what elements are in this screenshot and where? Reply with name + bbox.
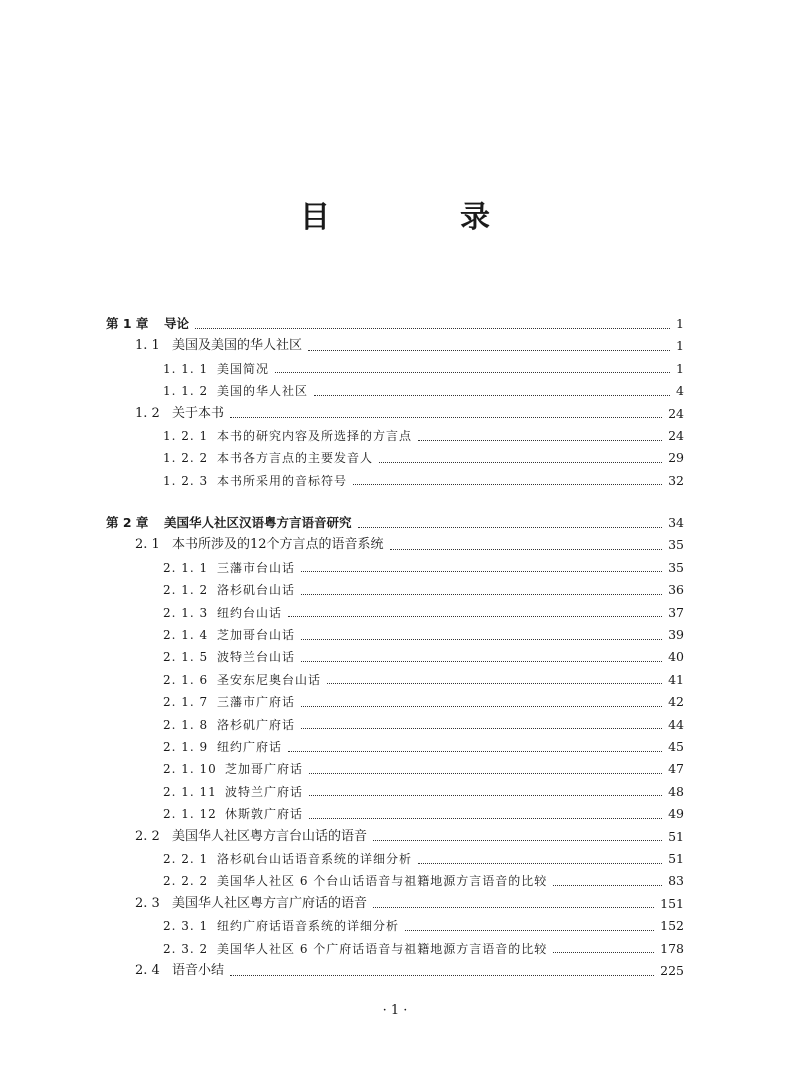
toc-entry-page: 1 [676, 338, 684, 354]
toc-entry-page: 47 [668, 761, 684, 777]
toc-entry-label: 三藩市广府话 [217, 695, 296, 710]
toc-entry-label: 纽约广府话 [217, 740, 283, 754]
toc-entry[interactable] [163, 646, 684, 668]
toc-entry-label: 芝加哥台山话 [217, 628, 296, 642]
toc-entry-label: 美国华人社区汉语粤方言语音研究 [164, 515, 352, 530]
toc-entry-label: 美国及美国的华人社区 [172, 338, 303, 354]
toc-entry-number: 1. 1. 2 [163, 384, 209, 399]
toc-entry-number: 2. 1 [135, 537, 160, 553]
toc-entry[interactable] [135, 335, 684, 357]
toc-entry-page: 34 [668, 515, 684, 530]
toc-entry-page: 40 [668, 649, 684, 665]
toc-entry[interactable] [163, 803, 684, 825]
toc-entry-label: 语音小结 [172, 963, 225, 978]
toc-entry-number: 2. 1. 8 [163, 717, 209, 732]
dot-leader [358, 527, 663, 528]
toc-entry-number: 2. 3. 2 [163, 941, 209, 956]
dot-leader [379, 462, 662, 463]
toc-entry-page: 35 [668, 537, 684, 553]
toc-entry-number: 第 1 章 [106, 316, 149, 331]
toc-entry-number: 1. 1. 1 [163, 361, 209, 376]
toc-entry-page: 1 [676, 360, 684, 376]
page-title: 目 录 [300, 200, 540, 235]
dot-leader [553, 885, 662, 886]
dot-leader [327, 683, 662, 684]
toc-entry-page: 4 [676, 383, 684, 399]
toc-entry-page: 24 [668, 405, 684, 421]
toc-entry-number: 2. 1. 4 [163, 628, 209, 642]
toc-entry[interactable] [163, 938, 684, 960]
toc-entry-label: 关于本书 [172, 405, 225, 421]
toc-entry-page: 24 [668, 428, 684, 443]
dot-leader [405, 930, 654, 931]
toc-entry-number: 2. 3. 1 [163, 919, 209, 934]
toc-entry-page: 49 [668, 806, 684, 822]
toc-entry-number: 1. 2 [135, 405, 160, 421]
dot-leader [418, 440, 662, 441]
dot-leader [301, 639, 662, 640]
toc-entry-page: 1 [676, 316, 684, 331]
toc-entry-page: 45 [668, 739, 684, 754]
toc-entry[interactable] [163, 425, 684, 447]
toc-entry-label: 导论 [164, 316, 190, 331]
toc-entry[interactable] [163, 870, 684, 892]
toc-entry-page: 35 [668, 559, 684, 575]
toc-entry-number: 2. 1. 10 [163, 762, 217, 777]
dot-leader [418, 863, 662, 864]
dot-leader [308, 350, 670, 351]
toc-entry-number: 2. 1. 3 [163, 605, 209, 620]
dot-leader [309, 773, 662, 774]
dot-leader [275, 372, 670, 373]
toc-entry-page: 41 [668, 671, 684, 687]
toc-entry[interactable] [163, 691, 684, 713]
toc-entry-label: 美国华人社区 6 个台山话语音与祖籍地源方言语音的比较 [217, 874, 548, 889]
toc-entry-page: 83 [668, 873, 684, 889]
toc-entry-number: 2. 1. 5 [163, 650, 209, 665]
dot-leader [301, 661, 662, 662]
toc-entry-number: 1. 2. 2 [163, 451, 209, 466]
toc-entry[interactable] [163, 624, 684, 646]
toc-entry-page: 44 [668, 716, 684, 732]
dot-leader [195, 328, 670, 329]
toc-entry-number: 2. 1. 1 [163, 560, 209, 575]
toc-entry-label: 本书所采用的音标符号 [217, 473, 348, 488]
toc-entry-page: 51 [668, 851, 684, 866]
toc-entry-label: 洛杉矶台山话语音系统的详细分析 [217, 852, 413, 866]
toc-entry-number: 1. 2. 3 [163, 473, 209, 488]
dot-leader [230, 417, 662, 418]
dot-leader [301, 706, 662, 707]
toc-entry-number: 第 2 章 [106, 515, 149, 530]
dot-leader [301, 594, 662, 595]
toc-entry[interactable] [163, 470, 684, 492]
toc-entry[interactable] [135, 534, 684, 556]
toc-entry-page: 225 [660, 963, 684, 978]
toc-entry[interactable] [163, 380, 684, 402]
toc-entry[interactable] [163, 758, 684, 780]
toc-entry-label: 纽约广府话语音系统的详细分析 [217, 919, 400, 934]
toc-entry-number: 2. 1. 6 [163, 672, 209, 687]
toc-entry-page: 36 [668, 582, 684, 598]
toc-entry-page: 42 [668, 694, 684, 710]
dot-leader [314, 395, 670, 396]
toc-entry-label: 美国华人社区 6 个广府话语音与祖籍地源方言语音的比较 [217, 941, 548, 956]
toc-entry-label: 三藩市台山话 [217, 560, 296, 575]
toc-entry[interactable] [163, 915, 684, 937]
toc-entry-number: 2. 1. 12 [163, 807, 217, 822]
toc-entry-number: 2. 4 [135, 963, 160, 978]
toc-entry-label: 美国华人社区粤方言广府话的语音 [172, 895, 368, 911]
toc-entry[interactable] [163, 669, 684, 691]
toc-entry-label: 本书各方言点的主要发音人 [217, 451, 374, 466]
dot-leader [230, 975, 654, 976]
toc-entry[interactable] [163, 781, 684, 803]
toc-entry-page: 152 [660, 918, 684, 934]
toc-entry-number: 2. 2. 2 [163, 874, 209, 889]
toc-entry-page: 151 [660, 895, 684, 911]
toc-entry-page: 32 [668, 472, 684, 488]
toc-entry-label: 本书的研究内容及所选择的方言点 [217, 429, 413, 443]
toc-entry-label: 洛杉矶广府话 [217, 717, 296, 732]
toc-entry-number: 2. 1. 2 [163, 583, 209, 598]
dot-leader [353, 484, 662, 485]
toc-entry-label: 休斯敦广府话 [225, 807, 304, 822]
dot-leader [373, 907, 654, 908]
dot-leader [288, 751, 662, 752]
dot-leader [309, 795, 662, 796]
toc-entry-page: 178 [660, 940, 684, 956]
toc-entry-number: 2. 2. 1 [163, 852, 209, 866]
toc-entry[interactable] [163, 714, 684, 736]
toc-entry-number: 1. 1 [135, 338, 160, 354]
toc-entry-page: 48 [668, 783, 684, 799]
toc-entry-label: 圣安东尼奥台山话 [217, 672, 322, 687]
toc-entry-label: 本书所涉及的12个方言点的语音系统 [172, 537, 384, 553]
toc-entry-label: 芝加哥广府话 [225, 762, 304, 777]
toc-entry[interactable] [163, 736, 684, 758]
dot-leader [390, 549, 663, 550]
page-number: · 1 · [382, 1003, 408, 1018]
toc-entry[interactable] [135, 826, 684, 848]
toc-entry[interactable] [106, 313, 684, 335]
toc-entry-number: 2. 3 [135, 895, 160, 911]
toc-entry-page: 29 [668, 450, 684, 466]
toc-entry-number: 2. 2 [135, 828, 160, 844]
toc-entry[interactable] [163, 557, 684, 579]
toc-entry-label: 波特兰广府话 [225, 784, 304, 799]
toc-entry-label: 美国的华人社区 [217, 384, 309, 399]
dot-leader [553, 952, 654, 953]
dot-leader [309, 818, 662, 819]
toc-entry[interactable] [163, 358, 684, 380]
toc-entry-page: 39 [668, 627, 684, 642]
dot-leader [373, 840, 662, 841]
dot-leader [301, 571, 662, 572]
toc-entry[interactable] [106, 512, 684, 534]
dot-leader [288, 616, 662, 617]
toc-entry[interactable] [163, 602, 684, 624]
toc-entry[interactable] [163, 848, 684, 870]
toc-entry-label: 纽约台山话 [217, 605, 283, 620]
toc-entry[interactable] [163, 447, 684, 469]
toc-entry-number: 2. 1. 9 [163, 740, 209, 754]
dot-leader [301, 728, 662, 729]
toc-entry-number: 2. 1. 11 [163, 784, 217, 799]
toc-entry-number: 2. 1. 7 [163, 695, 209, 710]
toc-entry-number: 1. 2. 1 [163, 429, 209, 443]
toc-entry-label: 波特兰台山话 [217, 650, 296, 665]
toc-entry-page: 51 [668, 828, 684, 844]
toc-entry[interactable] [135, 403, 684, 425]
toc-entry-label: 美国简况 [217, 361, 270, 376]
toc-entry-label: 洛杉矶台山话 [217, 583, 296, 598]
toc-entry[interactable] [135, 893, 684, 915]
toc-entry-label: 美国华人社区粤方言台山话的语音 [172, 828, 368, 844]
toc-entry-page: 37 [668, 604, 684, 620]
toc-entry[interactable] [163, 579, 684, 601]
toc-entry[interactable] [135, 960, 684, 982]
